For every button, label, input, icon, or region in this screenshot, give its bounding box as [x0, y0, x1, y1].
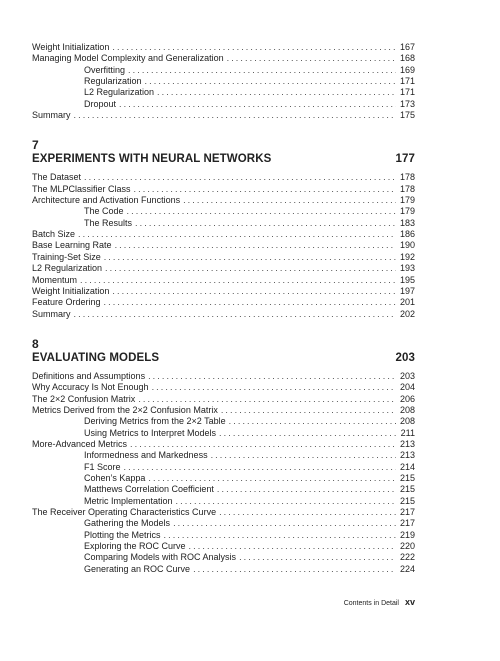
toc-entry — [32, 76, 415, 87]
toc-top-entries — [32, 42, 415, 121]
toc-entry-page: 219 — [399, 529, 415, 540]
toc-entry-label: Metric Implementation — [84, 495, 173, 506]
dot-leader — [219, 428, 396, 439]
dot-leader — [135, 218, 396, 229]
toc-entry-page: 214 — [399, 461, 415, 472]
toc-entry — [32, 496, 415, 507]
dot-leader — [227, 53, 396, 64]
toc-entry-label: Base Learning Rate — [32, 240, 112, 251]
toc-entry-page: 213 — [399, 438, 415, 449]
toc-entry-label: The Code — [84, 206, 124, 217]
toc-entry — [32, 252, 415, 263]
toc-entry-page: 171 — [399, 87, 415, 98]
dot-leader — [104, 297, 396, 308]
toc-entry-page: 215 — [399, 495, 415, 506]
toc-entry-label: Exploring the ROC Curve — [84, 541, 186, 552]
dot-leader — [124, 462, 396, 473]
footer-text: Contents in Detail — [343, 600, 399, 607]
toc-entry — [32, 53, 415, 64]
dot-leader — [152, 382, 396, 393]
dot-leader — [105, 263, 396, 274]
toc-entry — [32, 541, 415, 552]
toc-entry — [32, 184, 415, 195]
dot-leader — [80, 275, 396, 286]
dot-leader — [130, 439, 396, 450]
toc-entry — [32, 309, 415, 320]
dot-leader — [112, 42, 396, 53]
toc-entry-page: 217 — [399, 507, 415, 517]
toc-entry — [32, 518, 415, 529]
toc-entry-label: Managing Model Complexity and Generalization — [32, 53, 224, 64]
toc-entry-label: Gathering the Models — [84, 518, 171, 529]
dot-leader — [164, 530, 396, 541]
toc-entry — [32, 65, 415, 76]
toc-entry-page: 208 — [399, 416, 415, 427]
dot-leader — [148, 473, 396, 484]
toc-entry-label: Deriving Metrics from the 2×2 Table — [84, 416, 226, 427]
toc-entry-page: 167 — [399, 42, 415, 52]
toc-entry — [32, 275, 415, 286]
toc-entry-label: Momentum — [32, 274, 78, 285]
dot-leader — [134, 184, 396, 195]
page-footer — [32, 597, 415, 607]
dot-leader — [84, 172, 396, 183]
dot-leader — [211, 450, 396, 461]
toc-entry-page: 220 — [399, 541, 415, 552]
toc-entry-label: Training-Set Size — [32, 251, 101, 262]
toc-entry-page: 201 — [399, 297, 415, 308]
dot-leader — [217, 484, 396, 495]
toc-entry-page: 192 — [399, 251, 415, 262]
chapter-page: 177 — [395, 153, 415, 166]
dot-leader — [173, 518, 396, 529]
toc-entry-page: 224 — [399, 563, 415, 574]
chapter-8 — [32, 338, 415, 575]
toc-entry-label: Plotting the Metrics — [84, 529, 161, 540]
dot-leader — [74, 309, 396, 320]
toc-entry-label: L2 Regularization — [32, 263, 103, 274]
chapter-number: 7 — [32, 138, 39, 153]
chapter-page: 203 — [395, 351, 415, 364]
dot-leader — [176, 496, 396, 507]
dot-leader — [229, 416, 396, 427]
toc-entry — [32, 42, 415, 53]
toc-entry-label: Regularization — [84, 76, 142, 87]
toc-entry-page: 179 — [399, 206, 415, 217]
chapter-entries — [32, 371, 415, 575]
toc-entry-page: 171 — [399, 76, 415, 87]
toc-entry — [32, 428, 415, 439]
toc-entry — [32, 473, 415, 484]
dot-leader — [239, 552, 396, 563]
toc-entry — [32, 450, 415, 461]
toc-entry — [32, 263, 415, 274]
toc-entry-label: Feature Ordering — [32, 297, 101, 308]
toc-entry-label: Weight Initialization — [32, 42, 110, 52]
toc-entry — [32, 416, 415, 427]
toc-entry-page: 222 — [399, 552, 415, 563]
toc-entry-page: 217 — [399, 518, 415, 529]
dot-leader — [112, 286, 396, 297]
toc-entry-page: 169 — [399, 64, 415, 75]
dot-leader — [119, 99, 396, 110]
toc-entry-label: Comparing Models with ROC Analysis — [84, 552, 237, 563]
toc-entry-page: 211 — [400, 427, 415, 438]
toc-entry-label: Overfitting — [84, 64, 126, 75]
toc-entry-label: Why Accuracy Is Not Enough — [32, 382, 149, 393]
dot-leader — [183, 195, 396, 206]
toc-entry — [32, 206, 415, 217]
toc-entry — [32, 286, 415, 297]
toc-entry-label: The Results — [84, 217, 133, 228]
chapter-title: EXPERIMENTS WITH NEURAL NETWORKS — [32, 153, 272, 166]
toc-entry-page: 179 — [399, 195, 415, 206]
toc-entry-label: Batch Size — [32, 229, 76, 240]
toc-entry — [32, 297, 415, 308]
toc-entry-label: Informedness and Markedness — [84, 450, 208, 461]
toc-entry-page: 173 — [399, 98, 415, 109]
dot-leader — [189, 541, 396, 552]
dot-leader — [115, 240, 396, 251]
chapter-entries — [32, 172, 415, 319]
toc-entry-page: 178 — [399, 183, 415, 194]
chapter-title-row — [32, 152, 415, 166]
toc-entry — [32, 552, 415, 563]
toc-entry-page: 215 — [399, 472, 415, 483]
dot-leader — [219, 507, 396, 518]
toc-entry-label: Dropout — [84, 98, 117, 109]
toc-entry — [32, 439, 415, 450]
toc-entry — [32, 110, 415, 121]
toc-entry — [32, 484, 415, 495]
toc-entry-page: 195 — [399, 274, 415, 285]
toc-entry — [32, 172, 415, 183]
dot-leader — [78, 229, 396, 240]
toc-entry — [32, 240, 415, 251]
toc-entry-page: 186 — [399, 229, 415, 240]
dot-leader — [74, 110, 396, 121]
toc-entry-label: More-Advanced Metrics — [32, 438, 128, 449]
toc-entry — [32, 507, 415, 518]
toc-entry — [32, 218, 415, 229]
chapter-number: 8 — [32, 336, 39, 351]
dot-leader — [138, 394, 396, 405]
toc-entry-label: F1 Score — [84, 461, 121, 472]
toc-entry — [32, 195, 415, 206]
toc-entry-label: Metrics Derived from the 2×2 Confusion Matrix — [32, 404, 218, 415]
toc-entry-page: 215 — [399, 484, 415, 495]
toc-entry-page: 190 — [399, 240, 415, 251]
toc-entry-page: 206 — [399, 393, 415, 404]
dot-leader — [193, 564, 396, 575]
toc-entry — [32, 564, 415, 575]
chapter-title: EVALUATING MODELS — [32, 351, 160, 364]
table-of-contents — [32, 42, 415, 575]
toc-entry-label: The MLPClassifier Class — [32, 183, 131, 194]
toc-entry-page: 204 — [399, 382, 415, 393]
toc-entry-label: Weight Initialization — [32, 285, 110, 296]
toc-entry-label: The Receiver Operating Characteristics Curve — [32, 507, 217, 517]
toc-entry-page: 208 — [399, 404, 415, 415]
dot-leader — [104, 252, 396, 263]
dot-leader — [157, 87, 396, 98]
toc-entry-page: 202 — [399, 308, 415, 319]
dot-leader — [145, 76, 396, 87]
toc-entry — [32, 530, 415, 541]
chapter-title-row — [32, 351, 415, 365]
toc-entry-label: Cohen’s Kappa — [84, 472, 146, 483]
toc-entry-page: 193 — [399, 263, 415, 274]
toc-entry-page: 178 — [399, 172, 415, 183]
toc-entry-label: The Dataset — [32, 172, 82, 183]
toc-entry — [32, 371, 415, 382]
chapter-7 — [32, 139, 415, 319]
toc-entry-label: Summary — [32, 110, 71, 121]
toc-entry-page: 213 — [399, 450, 415, 461]
toc-entry — [32, 382, 415, 393]
toc-entry-page: 168 — [399, 53, 415, 64]
toc-entry-label: Definitions and Assumptions — [32, 370, 146, 381]
toc-entry-label: Generating an ROC Curve — [84, 563, 191, 574]
dot-leader — [128, 65, 396, 76]
toc-entry-label: Architecture and Activation Functions — [32, 195, 181, 206]
toc-entry — [32, 229, 415, 240]
toc-entry-label: Matthews Correlation Coefficient — [84, 484, 214, 495]
toc-entry-page: 203 — [399, 370, 415, 381]
toc-entry — [32, 87, 415, 98]
toc-entry-page: 183 — [399, 217, 415, 228]
dot-leader — [127, 206, 396, 217]
toc-entry-label: The 2×2 Confusion Matrix — [32, 393, 136, 404]
toc-entry — [32, 394, 415, 405]
dot-leader — [148, 371, 396, 382]
toc-entry-page: 175 — [399, 110, 415, 121]
toc-entry — [32, 405, 415, 416]
toc-entry — [32, 99, 415, 110]
toc-entry-label: L2 Regularization — [84, 87, 155, 98]
toc-entry-page: 197 — [399, 285, 415, 296]
dot-leader — [221, 405, 396, 416]
page-number: xv — [404, 597, 415, 607]
toc-entry-label: Summary — [32, 308, 71, 319]
toc-entry — [32, 462, 415, 473]
toc-entry-label: Using Metrics to Interpret Models — [84, 427, 217, 438]
